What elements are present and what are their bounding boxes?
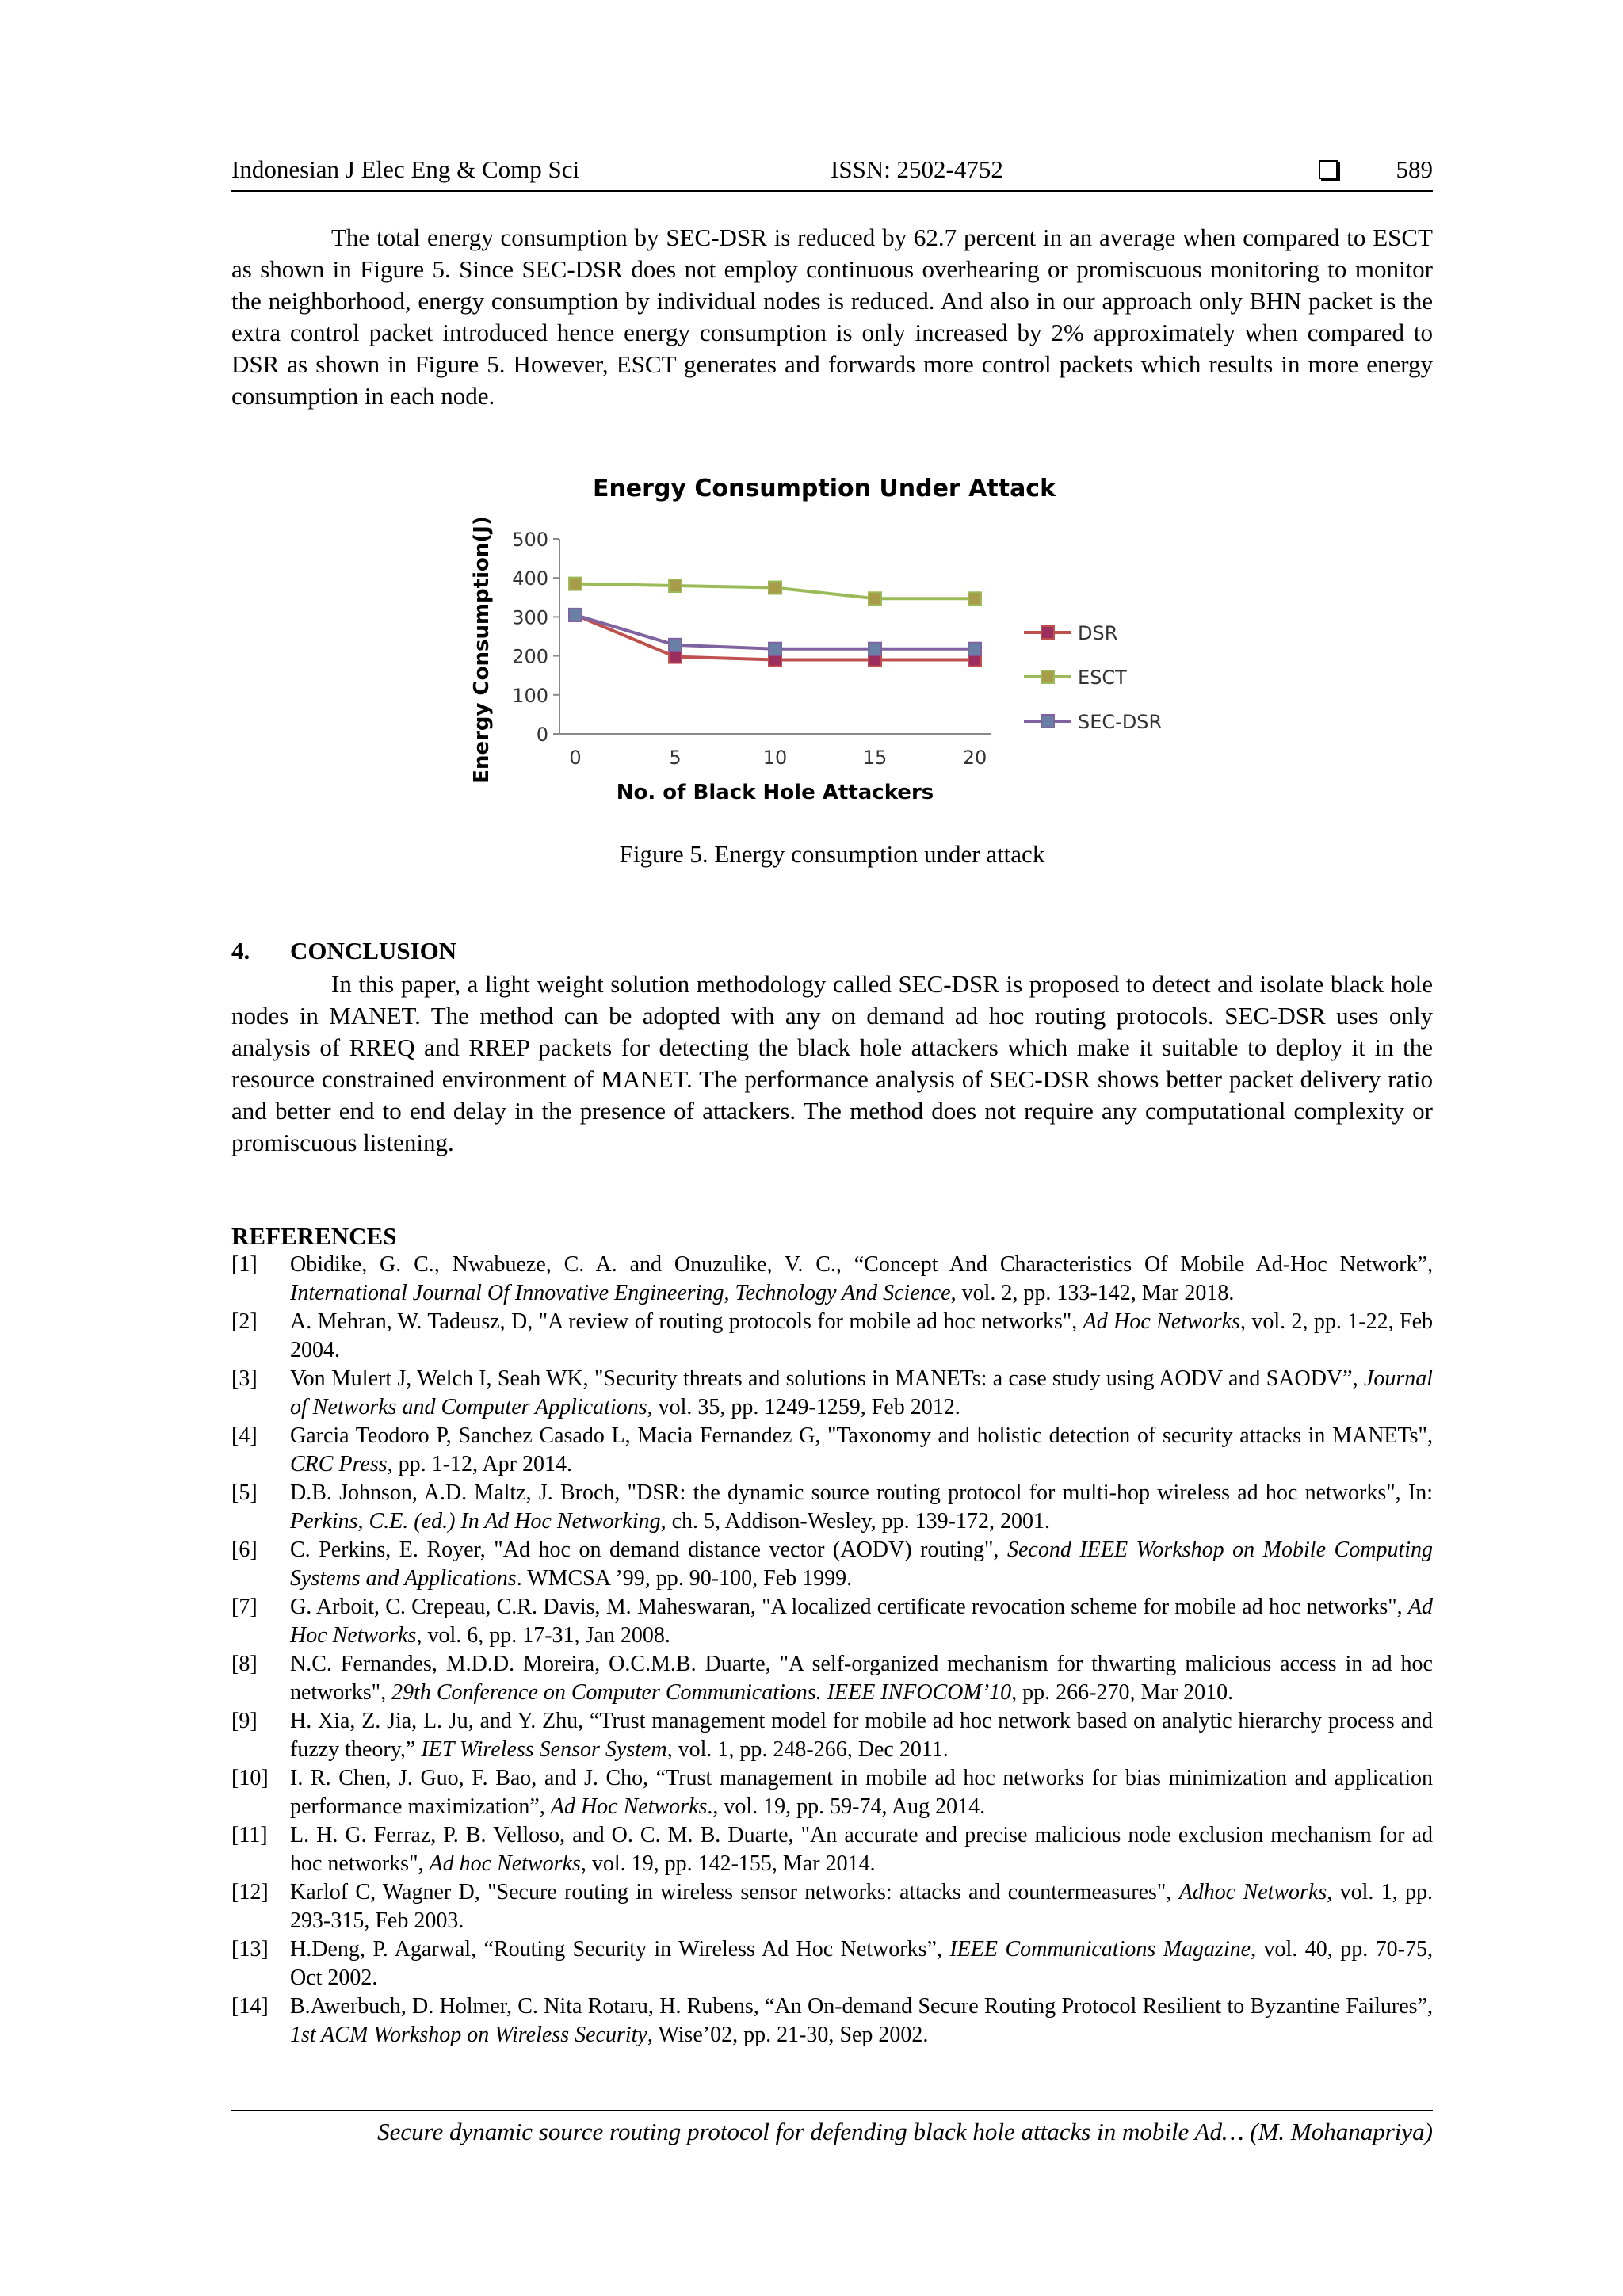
reference-venue: IET Wireless Sensor System [421,1737,667,1762]
references-heading: REFERENCES [231,1222,397,1250]
data-point-sec-dsr [569,609,582,621]
data-point-sec-dsr [869,643,881,655]
x-tick-label: 10 [762,747,788,769]
legend-label: DSR [1078,622,1118,644]
reference-number: [8] [231,1652,258,1676]
page-footer: Secure dynamic source routing protocol for defending black hole attacks in mobile Ad… (M. Mohanapriya) [231,2110,1433,2146]
reference-item [231,1992,1433,2050]
reference-venue: Ad Hoc Networks [1083,1309,1240,1334]
reference-text: Garcia Teodoro P, Sanchez Casado L, Macia Fernandez G, "Taxonomy and holistic detection of security attacks in MANETs", [290,1423,1433,1448]
page-header [231,155,1433,192]
reference-number: [5] [231,1480,258,1505]
reference-text: L. H. G. Ferraz, P. B. Velloso, and O. C. M. B. Duarte, "An accurate and precise malicious node exclusion mechanism for ad hoc networks", [290,1823,1433,1876]
data-point-esct [869,592,881,605]
chart-series [569,578,981,667]
reference-venue: Perkins, C.E. (ed.) In Ad Hoc Networking [290,1509,661,1534]
reference-item [231,1593,1433,1650]
reference-text: G. Arboit, C. Crepeau, C.R. Davis, M. Maheswaran, "A localized certificate revocation scheme for mobile ad hoc networks", [290,1595,1408,1619]
reference-text: Obidike, G. C., Nwabueze, C. A. and Onuzulike, V. C., “Concept And Characteristics Of Mobile Ad-Hoc Network”, [290,1252,1433,1277]
reference-item [231,1821,1433,1878]
reference-item [231,1935,1433,1992]
reference-venue: CRC Press [290,1452,388,1477]
reference-text: Karlof C, Wagner D, "Secure routing in wireless sensor networks: attacks and countermeasures", [290,1880,1179,1904]
y-tick-label: 300 [512,606,548,629]
reference-venue: International Journal Of Innovative Engineering, Technology And Science [290,1281,951,1305]
reference-details: , ch. 5, Addison-Wesley, pp. 139-172, 2001. [660,1509,1050,1534]
reference-item [231,1878,1433,1935]
reference-details: ., vol. 19, pp. 59-74, Aug 2014. [707,1794,986,1819]
reference-text: I. R. Chen, J. Guo, F. Bao, and J. Cho, “Trust management in mobile ad hoc networks for bias minimization and application performance maximization”, [290,1766,1433,1819]
reference-venue: 1st ACM Workshop on Wireless Security [290,2023,647,2047]
reference-item [231,1479,1433,1536]
reference-item [231,1764,1433,1821]
conclusion-heading [231,937,456,965]
reference-details: , vol. 1, pp. 248-266, Dec 2011. [666,1737,949,1762]
y-tick-label: 200 [512,645,548,668]
chart-y-label: Energy Consumption(J) [470,516,494,784]
reference-details: , vol. 2, pp. 133-142, Mar 2018. [950,1281,1235,1305]
reference-number: [12] [231,1880,269,1904]
section-number: 4. [231,937,250,965]
y-tick-label: 400 [512,567,548,590]
reference-number: [1] [231,1252,258,1277]
reference-venue: IEEE Communications Magazine [949,1937,1251,1962]
intro-paragraph: The total energy consumption by SEC-DSR is reduced by 62.7 percent in an average when compared to ESCT as shown in Figure 5. Since SEC-DSR does not employ continuous overhearing or promiscuous monitoring to monitor the neighborhood, energy consumption by individual nodes is reduced. And also in our approach only BHN packet is the extra control packet introduced hence energy consumption is only increased by 2% approximately when compared to DSR as shown in Figure 5. However, ESCT generates and forwards more control packets which results in more energy consumption in each node. [231,223,1433,410]
y-tick-label: 100 [512,684,548,707]
reference-details: , pp. 266-270, Mar 2010. [1011,1680,1234,1705]
reference-text: Von Mulert J, Welch I, Seah WK, "Security threats and solutions in MANETs: a case study using AODV and SAODV”, [290,1366,1364,1391]
reference-details: , vol. 19, pp. 142-155, Mar 2014. [580,1851,876,1876]
reference-details: . WMCSA ’99, pp. 90-100, Feb 1999. [516,1566,853,1591]
data-point-sec-dsr [669,639,682,651]
reference-number: [6] [231,1538,258,1562]
data-point-sec-dsr [968,643,981,655]
reference-item [231,1365,1433,1422]
reference-details: , vol. 40, pp. 70-75, Oct 2002. [290,1937,1433,1990]
reference-item [231,1251,1433,1308]
reference-details: , pp. 1-12, Apr 2014. [387,1452,572,1477]
reference-text: B.Awerbuch, D. Holmer, C. Nita Rotaru, H. Rubens, “An On-demand Secure Routing Protocol Resilient to Byzantine Failures”, [290,1994,1433,2019]
checkbox-glyph-icon [1319,160,1338,179]
x-tick-label: 20 [962,747,987,769]
y-tick-label: 500 [512,529,548,551]
reference-venue: Adhoc Networks [1178,1880,1327,1904]
reference-venue: Ad Hoc Networks [290,1595,1433,1648]
data-point-esct [769,582,781,594]
reference-item [231,1650,1433,1707]
reference-number: [3] [231,1366,258,1391]
reference-number: [4] [231,1423,258,1448]
figure-caption: Figure 5. Energy consumption under attack [619,840,1045,868]
reference-venue: Journal of Networks and Computer Applications [290,1366,1433,1419]
reference-venue: Ad hoc Networks [429,1851,581,1876]
reference-item [231,1536,1433,1593]
reference-list [231,1251,1433,2050]
chart-title: Energy Consumption Under Attack [592,475,1056,502]
reference-details: , vol. 35, pp. 1249-1259, Feb 2012. [647,1395,960,1419]
reference-number: [2] [231,1309,258,1334]
reference-text: H. Xia, Z. Jia, L. Ju, and Y. Zhu, “Trust management model for mobile ad hoc network based on analytic hierarchy process and fuzzy theory,” [290,1709,1433,1762]
reference-venue: Ad Hoc Networks [550,1794,708,1819]
reference-number: [13] [231,1937,269,1962]
reference-details: , Wise’02, pp. 21-30, Sep 2002. [647,2023,929,2047]
reference-number: [11] [231,1823,268,1847]
page-number: 589 [1396,155,1433,183]
chart-x-label: No. of Black Hole Attackers [616,781,934,804]
journal-name: Indonesian J Elec Eng & Comp Sci [231,155,580,183]
reference-number: [14] [231,1994,269,2019]
x-tick-label: 0 [569,747,582,769]
reference-venue: Second IEEE Workshop on Mobile Computing Systems and Applications [290,1538,1434,1591]
data-point-esct [968,592,981,605]
legend-marker [1041,670,1054,683]
reference-item [231,1707,1433,1764]
reference-details: , vol. 6, pp. 17-31, Jan 2008. [416,1623,670,1648]
reference-venue: 29th Conference on Computer Communications. IEEE INFOCOM’10 [391,1680,1012,1705]
section-title: CONCLUSION [290,937,457,965]
reference-text: N.C. Fernandes, M.D.D. Moreira, O.C.M.B. Duarte, "A self-organized mechanism for thwarting malicious access in ad hoc networks", [290,1652,1433,1705]
reference-number: [9] [231,1709,258,1733]
reference-details: , vol. 2, pp. 1-22, Feb 2004. [290,1309,1433,1362]
reference-text: D.B. Johnson, A.D. Maltz, J. Broch, "DSR: the dynamic source routing protocol for multi-hop wireless ad hoc networks", In: [290,1480,1433,1505]
chart-legend [1024,622,1162,733]
reference-number: [10] [231,1766,269,1790]
issn: ISSN: 2502-4752 [831,155,1003,183]
energy-consumption-chart [460,468,1189,816]
legend-marker [1041,715,1054,728]
conclusion-paragraph: In this paper, a light weight solution methodology called SEC-DSR is proposed to detect and isolate black hole nodes in MANET. The method can be adopted with any on demand ad hoc routing protocols. SEC-DSR uses only analysis of RREQ and RREP packets for detecting the black hole attackers which make it suitable to deploy it in the resource constrained environment of MANET. The performance analysis of SEC-DSR shows better packet delivery ratio and better end to end delay in the presence of attackers. The method does not require any computational complexity or promiscuous listening. [231,970,1433,1156]
reference-text: C. Perkins, E. Royer, "Ad hoc on demand distance vector (AODV) routing", [290,1538,1007,1562]
legend-label: SEC-DSR [1078,711,1163,733]
y-tick-label: 0 [536,724,548,746]
data-point-esct [669,579,682,592]
legend-marker [1041,626,1054,639]
reference-text: H.Deng, P. Agarwal, “Routing Security in Wireless Ad Hoc Networks”, [290,1937,950,1962]
x-tick-label: 15 [862,747,888,769]
legend-label: ESCT [1078,667,1127,689]
reference-item [231,1422,1433,1479]
reference-item [231,1308,1433,1365]
data-point-esct [569,578,582,590]
x-tick-label: 5 [669,747,682,769]
data-point-sec-dsr [769,643,781,655]
reference-text: A. Mehran, W. Tadeusz, D, "A review of routing protocols for mobile ad hoc networks", [290,1309,1083,1334]
data-point-dsr [669,651,682,663]
reference-number: [7] [231,1595,258,1619]
reference-details: , vol. 1, pp. 293-315, Feb 2003. [290,1880,1434,1933]
